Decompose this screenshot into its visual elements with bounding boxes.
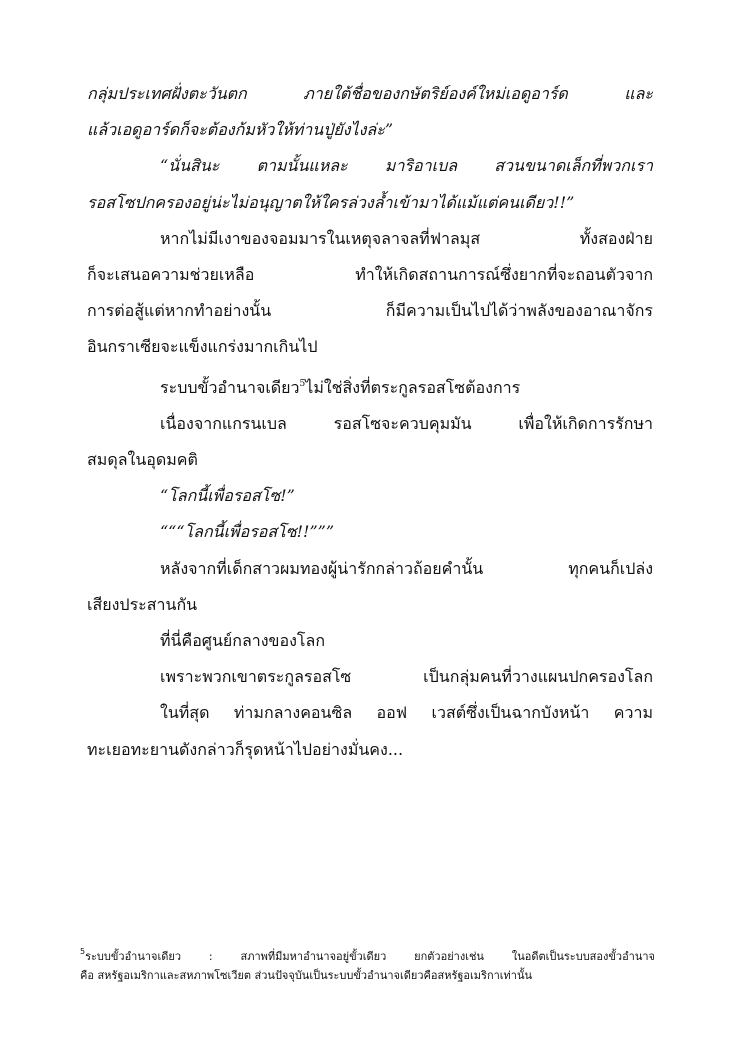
text-line — [87, 587, 653, 623]
footnote-number: 5 — [80, 947, 86, 956]
footnote-reference[interactable]: 5 — [299, 378, 306, 389]
text-line — [87, 551, 653, 587]
text-line-content: เสียงประสานกัน — [87, 594, 198, 614]
text-line — [87, 257, 653, 293]
text-line — [87, 329, 653, 365]
text-line — [87, 112, 653, 148]
text-line-content: “นั่นสินะ ตามนั้นแหละ มาริอาเบล สวนขนาดเล็กที่พวกเรา — [160, 156, 653, 176]
body-text — [87, 76, 653, 768]
text-line-content: กลุ่มประเทศฝั่งตะวันตก ภายใต้ชื่อของกษัตริย์องค์ใหม่เอดูอาร์ด และ — [87, 84, 653, 103]
text-line — [87, 406, 653, 442]
footnote — [80, 940, 655, 988]
text-line — [87, 514, 653, 550]
text-line-content: ระบบขั้วอำนาจเดียว — [160, 377, 300, 397]
text-line-content: การต่อสู้แต่หากทำอย่างนั้น ก็มีความเป็นไปได้ว่าพลังของอาณาจักร — [87, 301, 653, 321]
footnote-text-1: ระบบขั้วอำนาจเดียว : สภาพที่มีมหาอำนาจอยู่ขั้วเดียว ยกตัวอย่างเช่น ในอดีตเป็นระบบสองขั้วอำนาจ — [85, 950, 655, 963]
text-line-content: ก็จะเสนอความช่วยเหลือ ทำให้เกิดสถานการณ์ซึ่งยากที่จะถอนตัวจาก — [87, 264, 653, 284]
text-line — [87, 185, 653, 221]
text-line — [87, 442, 653, 478]
text-line — [87, 478, 653, 514]
text-line-content: ที่นี่คือศูนย์กลางของโลก — [160, 630, 325, 650]
text-line-content: เนื่องจากแกรนเบล รอสโซจะควบคุมมัน เพื่อให้เกิดการรักษา — [160, 413, 653, 433]
footnote-line-2: คือ สหรัฐอเมริกาและสหภาพโซเวียต ส่วนปัจจุบันเป็นระบบขั้วอำนาจเดียวคือสหรัฐอเมริกาเท่านั้น — [80, 969, 533, 982]
text-line-content: ทะเยอทะยานดังกล่าวก็รุดหน้าไปอย่างมั่นคง... — [87, 739, 404, 759]
text-line — [87, 623, 653, 659]
text-line-content: “““โลกนี้เพื่อรอสโซ!!””” — [160, 522, 335, 542]
text-line — [87, 76, 653, 112]
text-line — [87, 221, 653, 257]
text-line — [87, 293, 653, 329]
text-line-content: หากไม่มีเงาของจอมมารในเหตุจลาจลที่ฟาลมุส ทั้งสองฝ่าย — [160, 228, 653, 248]
text-line-content: อินกราเซียจะแข็งแกร่งมากเกินไป — [87, 337, 318, 357]
text-line — [87, 695, 653, 731]
text-line — [87, 732, 653, 768]
text-line — [87, 659, 653, 695]
text-line — [87, 366, 653, 406]
text-line-content: “โลกนี้เพื่อรอสโซ!” — [160, 486, 295, 506]
text-line-content-after: ไม่ใช่สิ่งที่ตระกูลรอสโซต้องการ — [305, 377, 521, 397]
text-line-content: ในที่สุด ท่ามกลางคอนซิล ออฟ เวสต์ซึ่งเป็นฉากบังหน้า ความ — [160, 703, 653, 723]
text-line-content: แล้วเอดูอาร์ดก็จะต้องก้มหัวให้ท่านปู่ยังไงล่ะ” — [87, 120, 393, 140]
text-line — [87, 148, 653, 184]
footnote-line-1 — [80, 940, 655, 964]
text-line-content: เพราะพวกเขาตระกูลรอสโซ เป็นกลุ่มคนที่วางแผนปกครองโลก — [160, 667, 653, 687]
text-line-content: สมดุลในอุดมคติ — [87, 449, 198, 469]
text-line-content: รอสโซปกครองอยู่น่ะไม่อนุญาตให้ใครล่วงล้ำเข้ามาได้แม้แต่คนเดียว!!” — [87, 192, 575, 212]
text-line-content: หลังจากที่เด็กสาวผมทองผู้น่ารักกล่าวถ้อยคำนั้น ทุกคนก็เปล่ง — [160, 558, 653, 578]
